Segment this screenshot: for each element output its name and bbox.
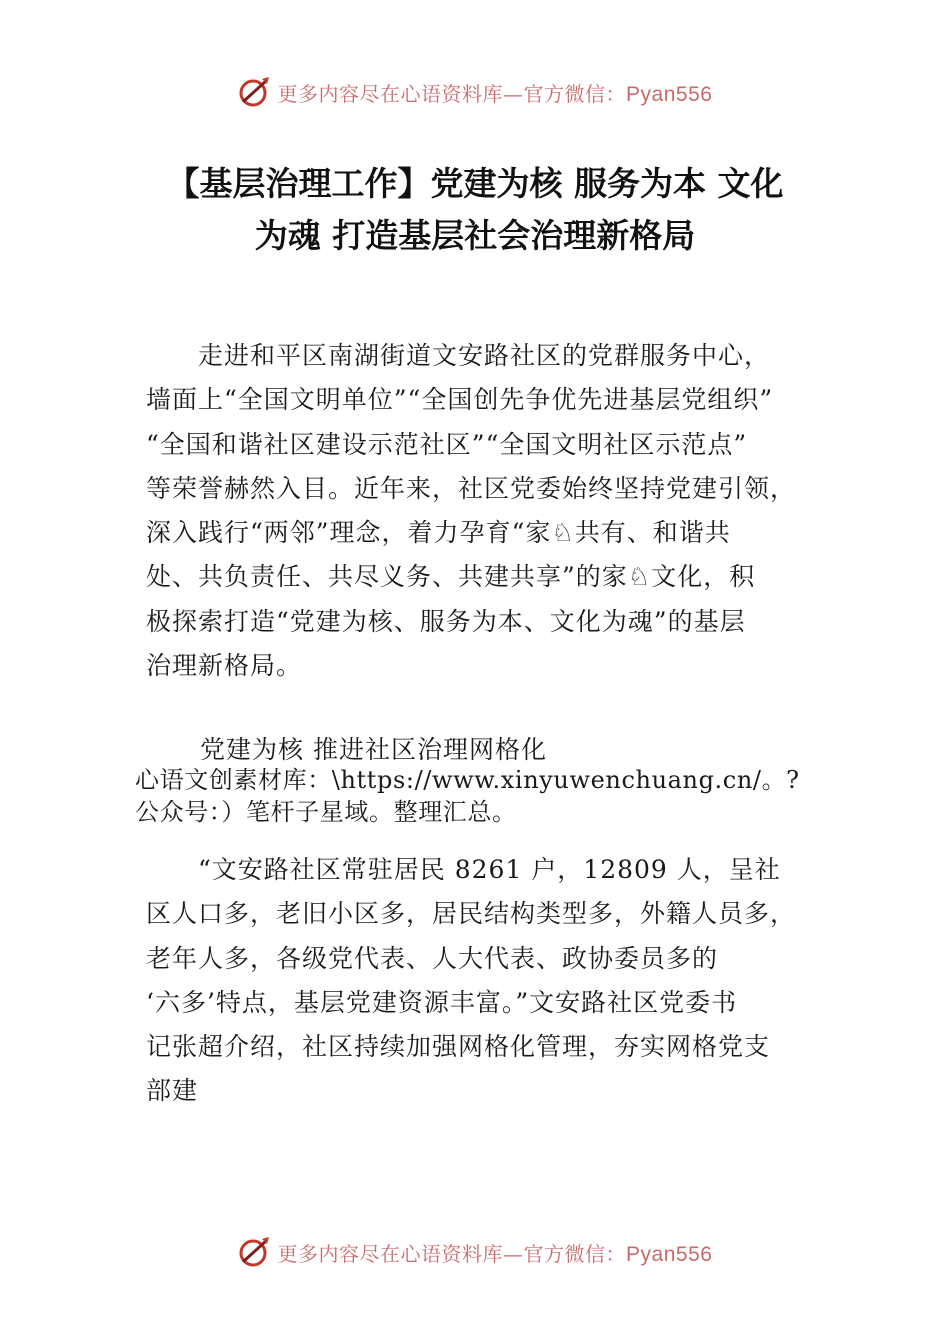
paragraph-line: 墙面上“全国文明单位”“全国创先争优先进基层党组织” — [146, 385, 774, 415]
pen-swirl-logo-icon — [238, 1235, 272, 1269]
pen-swirl-logo-icon — [238, 75, 272, 109]
paragraph-line: 部建 — [146, 1076, 199, 1106]
paragraph-line: 记张超介绍，社区持续加强网格化管理，夯实网格党支 — [146, 1032, 771, 1062]
banner-text: 更多内容尽在心语资料库—官方微信：Pyan556 — [277, 81, 713, 106]
paragraph-intro — [146, 334, 826, 688]
paragraph-line: 治理新格局。 — [146, 651, 303, 681]
paragraph-line: “全国和谐社区建设示范社区”“全国文明社区示范点” — [146, 429, 748, 459]
paragraph-community — [146, 848, 826, 1114]
header-banner — [0, 72, 950, 112]
paragraph-line: 极探索打造“党建为核、服务为本、文化为魂”的基层 — [146, 606, 746, 636]
paragraph-line: ‘六多’特点，基层党建资源丰富。”文安路社区党委书 — [146, 987, 738, 1017]
source-note-line-1: 心语文创素材库：\https://www.xinyuwenchuang.cn/。? — [135, 766, 800, 794]
paragraph-line: 深入践行“两邻”理念，着力孕育“家♘共有、和谐共 — [146, 518, 731, 548]
page-title — [130, 158, 820, 262]
paragraph-line: 等荣誉赫然入目。近年来，社区党委始终坚持党建引领， — [146, 473, 797, 503]
source-note — [135, 764, 800, 828]
title-line-2: 为魂 打造基层社会治理新格局 — [254, 216, 696, 255]
paragraph-line: 走进和平区南湖街道文安路社区的党群服务中心， — [146, 341, 771, 370]
paragraph-line: 区人口多，老旧小区多，居民结构类型多，外籍人员多， — [146, 899, 797, 929]
paragraph-line: 老年人多，各级党代表、人大代表、政协委员多的 — [146, 943, 719, 973]
paragraph-line: 处、共负责任、共尽义务、共建共享”的家♘文化，积 — [146, 562, 756, 592]
footer-banner — [0, 1232, 950, 1272]
paragraph-line: “文安路社区常驻居民 8261 户，12809 人，呈社 — [146, 855, 781, 884]
section-heading: 党建为核 推进社区治理网格化 — [200, 735, 547, 764]
title-line-1: 【基层治理工作】党建为核 服务为本 文化 — [166, 164, 784, 203]
source-note-line-2: 公众号：）笔杆子星域。整理汇总。 — [135, 798, 517, 826]
banner-text: 更多内容尽在心语资料库—官方微信：Pyan556 — [277, 1241, 713, 1266]
